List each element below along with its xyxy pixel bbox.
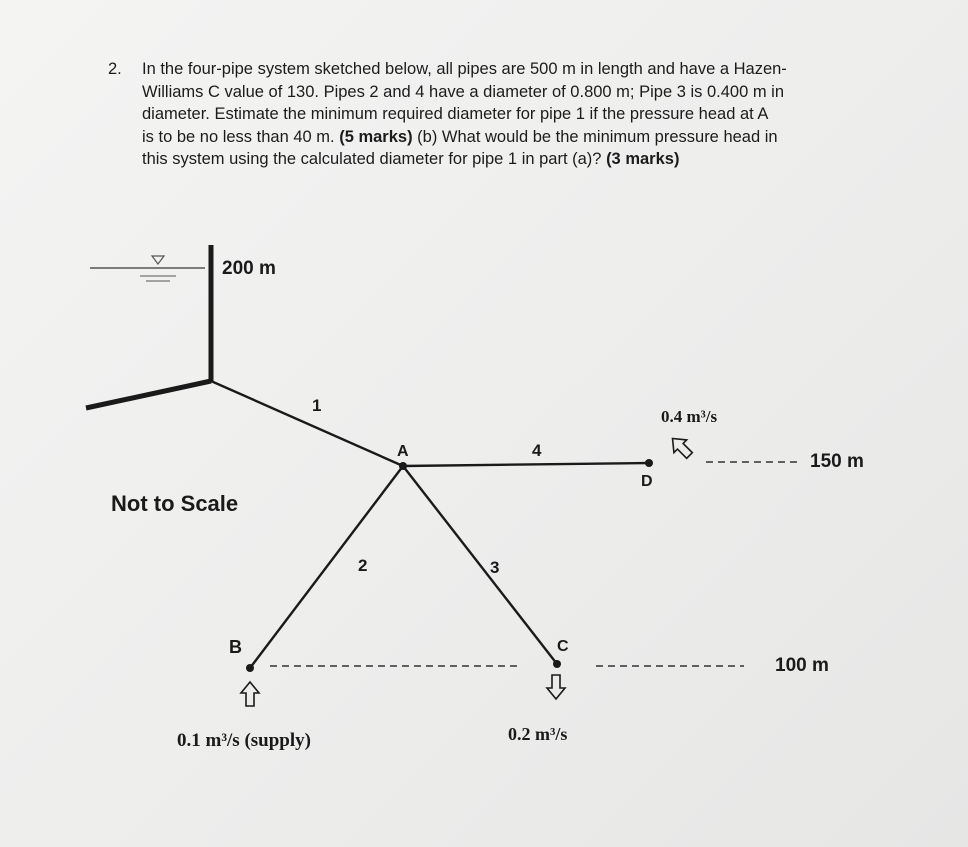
node-A-label: A (397, 443, 409, 460)
question-text-segment: this system using the calculated diameter for pipe 1 in part (a)? (142, 150, 607, 168)
node-D (645, 459, 653, 467)
flow-C-label: 0.2 m³/s (508, 724, 568, 744)
node-D-label: D (641, 473, 653, 490)
not-to-scale-label: Not to Scale (111, 491, 239, 516)
elevation-150-label: 150 m (810, 451, 864, 472)
elevation-100-label: 100 m (775, 655, 829, 676)
pipe-2 (250, 466, 403, 668)
reservoir-water-surface (90, 256, 205, 281)
node-B (246, 664, 254, 672)
reservoir-elevation-label: 200 m (222, 258, 276, 279)
reservoir-bottom (86, 381, 211, 408)
arrow-diagonal-icon (666, 432, 696, 462)
pipe-1-label: 1 (312, 396, 322, 415)
pipe-2-label: 2 (358, 556, 368, 575)
arrow-up-icon (241, 682, 259, 706)
question-text-segment: is to be no less than 40 m. (142, 127, 340, 146)
question-text-segment: In the four-pipe system sketched below, all pipes are 500 m in length and have a Hazen- (142, 60, 787, 78)
question-text-segment: (b) What would be the minimum pressure head in (412, 127, 778, 146)
flow-D-label: 0.4 m³/s (661, 407, 718, 426)
pipe-4 (403, 463, 649, 466)
marks-label: (3 marks) (606, 150, 680, 168)
node-C-label: C (557, 638, 569, 655)
marks-label: (5 marks) (339, 127, 413, 146)
node-C (553, 660, 561, 668)
question-number: 2. (108, 60, 122, 78)
flow-B-label: 0.1 m³/s (supply) (177, 730, 311, 751)
question-text-segment: diameter. Estimate the minimum required diameter for pipe 1 if the pressure head at A (142, 105, 769, 123)
node-B-label: B (229, 637, 242, 657)
arrow-down-icon (547, 675, 565, 699)
pipe-3 (403, 466, 557, 664)
pipe-3-label: 3 (490, 558, 500, 577)
pipe-4-label: 4 (532, 441, 542, 460)
node-A (399, 462, 407, 470)
pipe-1 (211, 381, 403, 466)
question-text-segment: Williams C value of 130. Pipes 2 and 4 have a diameter of 0.800 m; Pipe 3 is 0.400 m in (142, 82, 785, 101)
